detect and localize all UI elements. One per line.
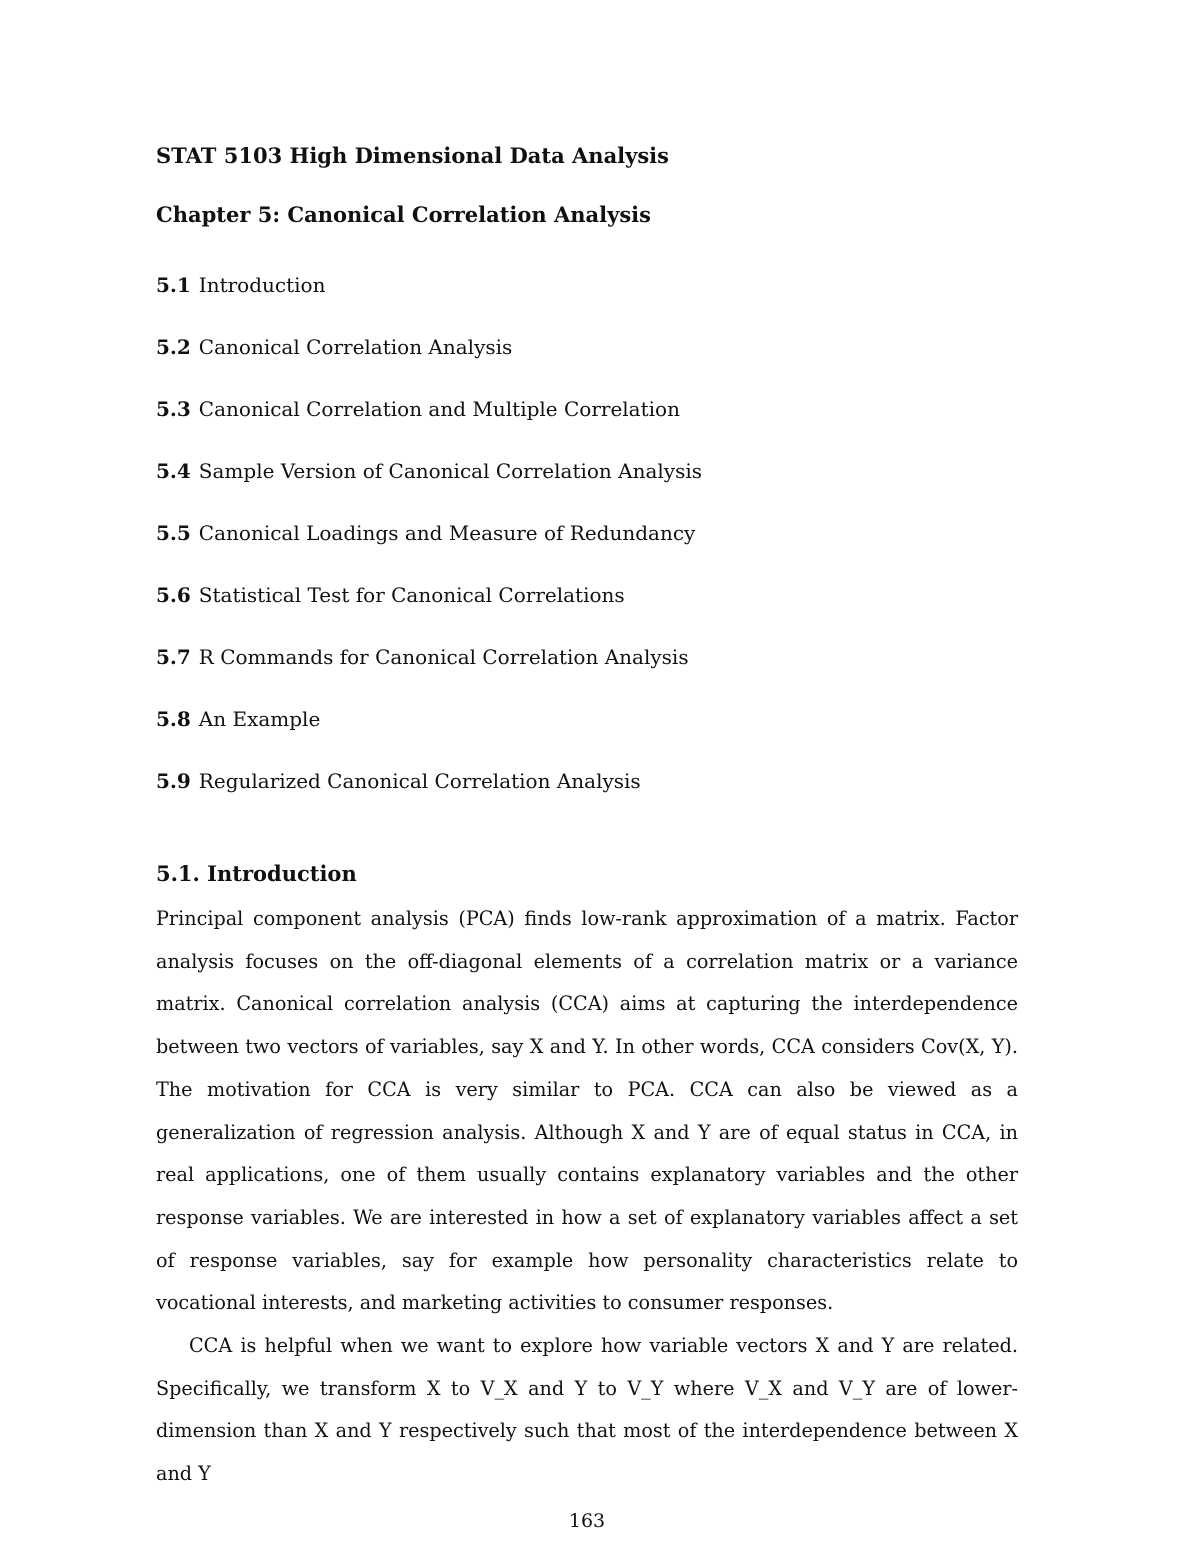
page-number: 163 (568, 1510, 606, 1532)
paragraph: CCA is helpful when we want to explore how variable vectors X and Y are related. Specifically, we transform X to V_X and Y to V_Y where V_X and V_Y are of lower-dimension than X and Y respectively such that most of the interdependence between X and Y (156, 1334, 1018, 1486)
section-heading: 5.1. Introduction (156, 861, 357, 886)
toc-item (156, 332, 702, 394)
chapter-title: Chapter 5: Canonical Correlation Analysis (156, 202, 651, 227)
toc-item (156, 270, 702, 332)
toc-item-title: An Example (198, 707, 321, 731)
course-title: STAT 5103 High Dimensional Data Analysis (156, 143, 669, 168)
table-of-contents (156, 270, 702, 828)
toc-item-title: R Commands for Canonical Correlation Analysis (198, 645, 689, 669)
toc-item (156, 580, 702, 642)
toc-item-number: 5.1 (156, 273, 191, 297)
toc-item-title: Canonical Loadings and Measure of Redundancy (198, 521, 696, 545)
toc-item-title: Statistical Test for Canonical Correlations (198, 583, 625, 607)
toc-item-title: Canonical Correlation and Multiple Correlation (198, 397, 680, 421)
paragraph: Principal component analysis (PCA) finds low-rank approximation of a matrix. Factor analysis focuses on the off-diagonal elements of a correlation matrix or a variance matrix. Canonical correlation analysis (CCA) aims at capturing the interdependence between two vectors of variables, say X and Y. In other words, CCA considers Cov(X, Y). The motivation for CCA is very similar to PCA. CCA can also be viewed as a generalization of regression analysis. Although X and Y are of equal status in CCA, in real applications, one of them usually contains explanatory variables and the other response variables. We are interested in how a set of explanatory variables affect a set of response variables, say for example how personality characteristics relate to vocational interests, and marketing activities to consumer responses. (156, 907, 1018, 1315)
toc-item-number: 5.9 (156, 769, 191, 793)
toc-item (156, 394, 702, 456)
toc-item (156, 642, 702, 704)
toc-item-title: Introduction (198, 273, 326, 297)
toc-item (156, 456, 702, 518)
toc-item-number: 5.2 (156, 335, 191, 359)
toc-item-number: 5.3 (156, 397, 191, 421)
toc-item-title: Regularized Canonical Correlation Analysis (198, 769, 641, 793)
toc-item-number: 5.7 (156, 645, 191, 669)
toc-item-number: 5.6 (156, 583, 191, 607)
toc-item-title: Canonical Correlation Analysis (198, 335, 513, 359)
toc-item-number: 5.8 (156, 707, 191, 731)
section-body (156, 898, 1018, 1496)
toc-item-number: 5.5 (156, 521, 191, 545)
toc-item (156, 766, 702, 828)
toc-item-title: Sample Version of Canonical Correlation Analysis (198, 459, 703, 483)
toc-item (156, 704, 702, 766)
toc-item (156, 518, 702, 580)
toc-item-number: 5.4 (156, 459, 191, 483)
